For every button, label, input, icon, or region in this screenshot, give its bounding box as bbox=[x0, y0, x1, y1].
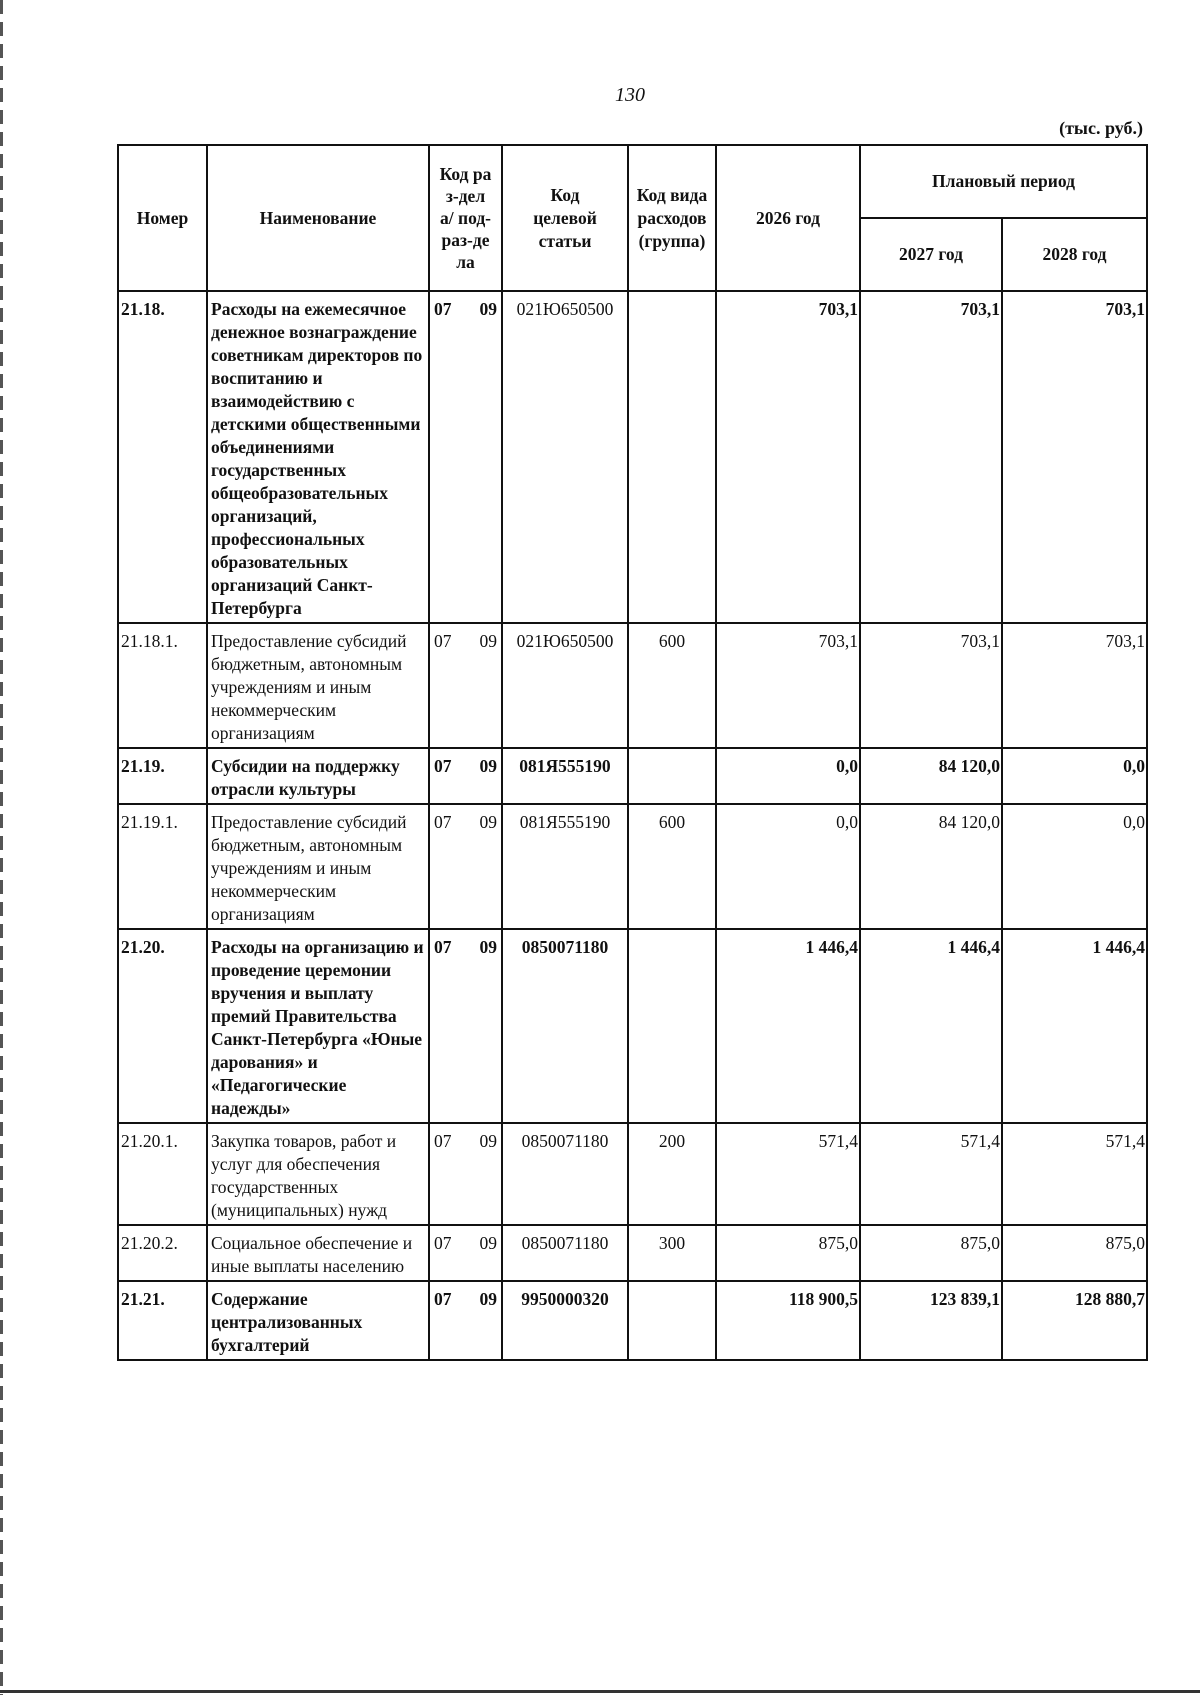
row-value-2027: 1 446,4 bbox=[860, 929, 1002, 1123]
row-subsection-code: 09 bbox=[479, 812, 497, 832]
row-section bbox=[429, 929, 502, 1123]
row-section-code: 07 bbox=[434, 1131, 452, 1151]
row-subsection-code: 09 bbox=[479, 299, 497, 319]
row-target-code: 081Я555190 bbox=[502, 804, 628, 929]
table-row bbox=[118, 748, 1147, 804]
header-planned-period: Плановый период bbox=[860, 145, 1147, 218]
row-number: 21.19. bbox=[118, 748, 207, 804]
row-number: 21.18.1. bbox=[118, 623, 207, 748]
row-kind-code: 200 bbox=[628, 1123, 716, 1225]
table-row bbox=[118, 929, 1147, 1123]
row-kind-code bbox=[628, 291, 716, 623]
row-target-code: 081Я555190 bbox=[502, 748, 628, 804]
row-section bbox=[429, 623, 502, 748]
row-subsection-code: 09 bbox=[479, 1289, 497, 1309]
row-name: Социальное обеспечение и иные выплаты населению bbox=[207, 1225, 429, 1281]
row-kind-code bbox=[628, 748, 716, 804]
units-label: (тыс. руб.) bbox=[1059, 118, 1143, 138]
table-row bbox=[118, 1123, 1147, 1225]
header-2026: 2026 год bbox=[716, 145, 860, 291]
header-name: Наименование bbox=[207, 145, 429, 291]
row-subsection-code: 09 bbox=[479, 756, 497, 776]
row-name: Расходы на организацию и проведение церемонии вручения и выплату премий Правительства Санкт-Петербурга «Юные дарования» и «Педагогические надежды» bbox=[207, 929, 429, 1123]
budget-table bbox=[117, 144, 1148, 1361]
row-value-2026: 0,0 bbox=[716, 748, 860, 804]
row-target-code: 0850071180 bbox=[502, 1123, 628, 1225]
row-value-2026: 118 900,5 bbox=[716, 1281, 860, 1360]
row-section bbox=[429, 804, 502, 929]
row-target-code: 9950000320 bbox=[502, 1281, 628, 1360]
page-number: 130 bbox=[615, 84, 645, 106]
row-section bbox=[429, 748, 502, 804]
row-number: 21.20.1. bbox=[118, 1123, 207, 1225]
row-section-code: 07 bbox=[434, 1289, 452, 1309]
row-number: 21.20. bbox=[118, 929, 207, 1123]
row-value-2026: 571,4 bbox=[716, 1123, 860, 1225]
row-name: Предоставление субсидий бюджетным, автономным учреждениям и иным некоммерческим организациям bbox=[207, 804, 429, 929]
row-value-2028: 128 880,7 bbox=[1002, 1281, 1147, 1360]
row-kind-code: 300 bbox=[628, 1225, 716, 1281]
row-section-code: 07 bbox=[434, 812, 452, 832]
table-row bbox=[118, 291, 1147, 623]
row-value-2026: 0,0 bbox=[716, 804, 860, 929]
header-kind: Код вида расходов (группа) bbox=[628, 145, 716, 291]
row-value-2028: 703,1 bbox=[1002, 623, 1147, 748]
row-section-code: 07 bbox=[434, 299, 452, 319]
row-name: Содержание централизованных бухгалтерий bbox=[207, 1281, 429, 1360]
table-row bbox=[118, 804, 1147, 929]
header-section-label: Код раз-дела/ под-раз-дела bbox=[439, 164, 492, 272]
row-subsection-code: 09 bbox=[479, 937, 497, 957]
row-number: 21.21. bbox=[118, 1281, 207, 1360]
row-value-2027: 571,4 bbox=[860, 1123, 1002, 1225]
row-name: Закупка товаров, работ и услуг для обеспечения государственных (муниципальных) нужд bbox=[207, 1123, 429, 1225]
row-section bbox=[429, 1281, 502, 1360]
row-value-2027: 84 120,0 bbox=[860, 804, 1002, 929]
scan-edge bbox=[0, 0, 3, 1695]
header-number: Номер bbox=[118, 145, 207, 291]
table-row bbox=[118, 1225, 1147, 1281]
row-value-2027: 84 120,0 bbox=[860, 748, 1002, 804]
row-target-code: 0850071180 bbox=[502, 929, 628, 1123]
row-kind-code bbox=[628, 929, 716, 1123]
row-value-2026: 703,1 bbox=[716, 623, 860, 748]
header-2028: 2028 год bbox=[1002, 218, 1147, 291]
row-value-2027: 703,1 bbox=[860, 291, 1002, 623]
row-section-code: 07 bbox=[434, 937, 452, 957]
row-value-2028: 875,0 bbox=[1002, 1225, 1147, 1281]
row-section-code: 07 bbox=[434, 1233, 452, 1253]
row-section bbox=[429, 1123, 502, 1225]
row-number: 21.19.1. bbox=[118, 804, 207, 929]
row-value-2028: 1 446,4 bbox=[1002, 929, 1147, 1123]
row-value-2026: 703,1 bbox=[716, 291, 860, 623]
row-section-code: 07 bbox=[434, 631, 452, 651]
row-kind-code: 600 bbox=[628, 804, 716, 929]
row-subsection-code: 09 bbox=[479, 1233, 497, 1253]
header-2027: 2027 год bbox=[860, 218, 1002, 291]
table-row bbox=[118, 1281, 1147, 1360]
row-value-2028: 703,1 bbox=[1002, 291, 1147, 623]
row-value-2027: 875,0 bbox=[860, 1225, 1002, 1281]
row-value-2028: 0,0 bbox=[1002, 804, 1147, 929]
row-value-2027: 123 839,1 bbox=[860, 1281, 1002, 1360]
table-row bbox=[118, 623, 1147, 748]
row-subsection-code: 09 bbox=[479, 1131, 497, 1151]
header-section bbox=[429, 145, 502, 291]
row-target-code: 021Ю650500 bbox=[502, 291, 628, 623]
row-number: 21.18. bbox=[118, 291, 207, 623]
header-target: Код целевой статьи bbox=[502, 145, 628, 291]
row-value-2027: 703,1 bbox=[860, 623, 1002, 748]
row-section bbox=[429, 1225, 502, 1281]
row-name: Предоставление субсидий бюджетным, автономным учреждениям и иным некоммерческим организациям bbox=[207, 623, 429, 748]
row-number: 21.20.2. bbox=[118, 1225, 207, 1281]
row-name: Субсидии на поддержку отрасли культуры bbox=[207, 748, 429, 804]
row-subsection-code: 09 bbox=[479, 631, 497, 651]
row-name: Расходы на ежемесячное денежное вознаграждение советникам директоров по воспитанию и взаимодействию с детскими общественными объединениями государственных общеобразовательных организаций, профессиональных образовательных организаций Санкт-Петербурга bbox=[207, 291, 429, 623]
scan-edge-bottom bbox=[0, 1690, 1200, 1693]
row-section bbox=[429, 291, 502, 623]
row-kind-code: 600 bbox=[628, 623, 716, 748]
row-target-code: 0850071180 bbox=[502, 1225, 628, 1281]
row-value-2028: 571,4 bbox=[1002, 1123, 1147, 1225]
row-target-code: 021Ю650500 bbox=[502, 623, 628, 748]
row-value-2026: 875,0 bbox=[716, 1225, 860, 1281]
row-section-code: 07 bbox=[434, 756, 452, 776]
row-kind-code bbox=[628, 1281, 716, 1360]
row-value-2028: 0,0 bbox=[1002, 748, 1147, 804]
row-value-2026: 1 446,4 bbox=[716, 929, 860, 1123]
